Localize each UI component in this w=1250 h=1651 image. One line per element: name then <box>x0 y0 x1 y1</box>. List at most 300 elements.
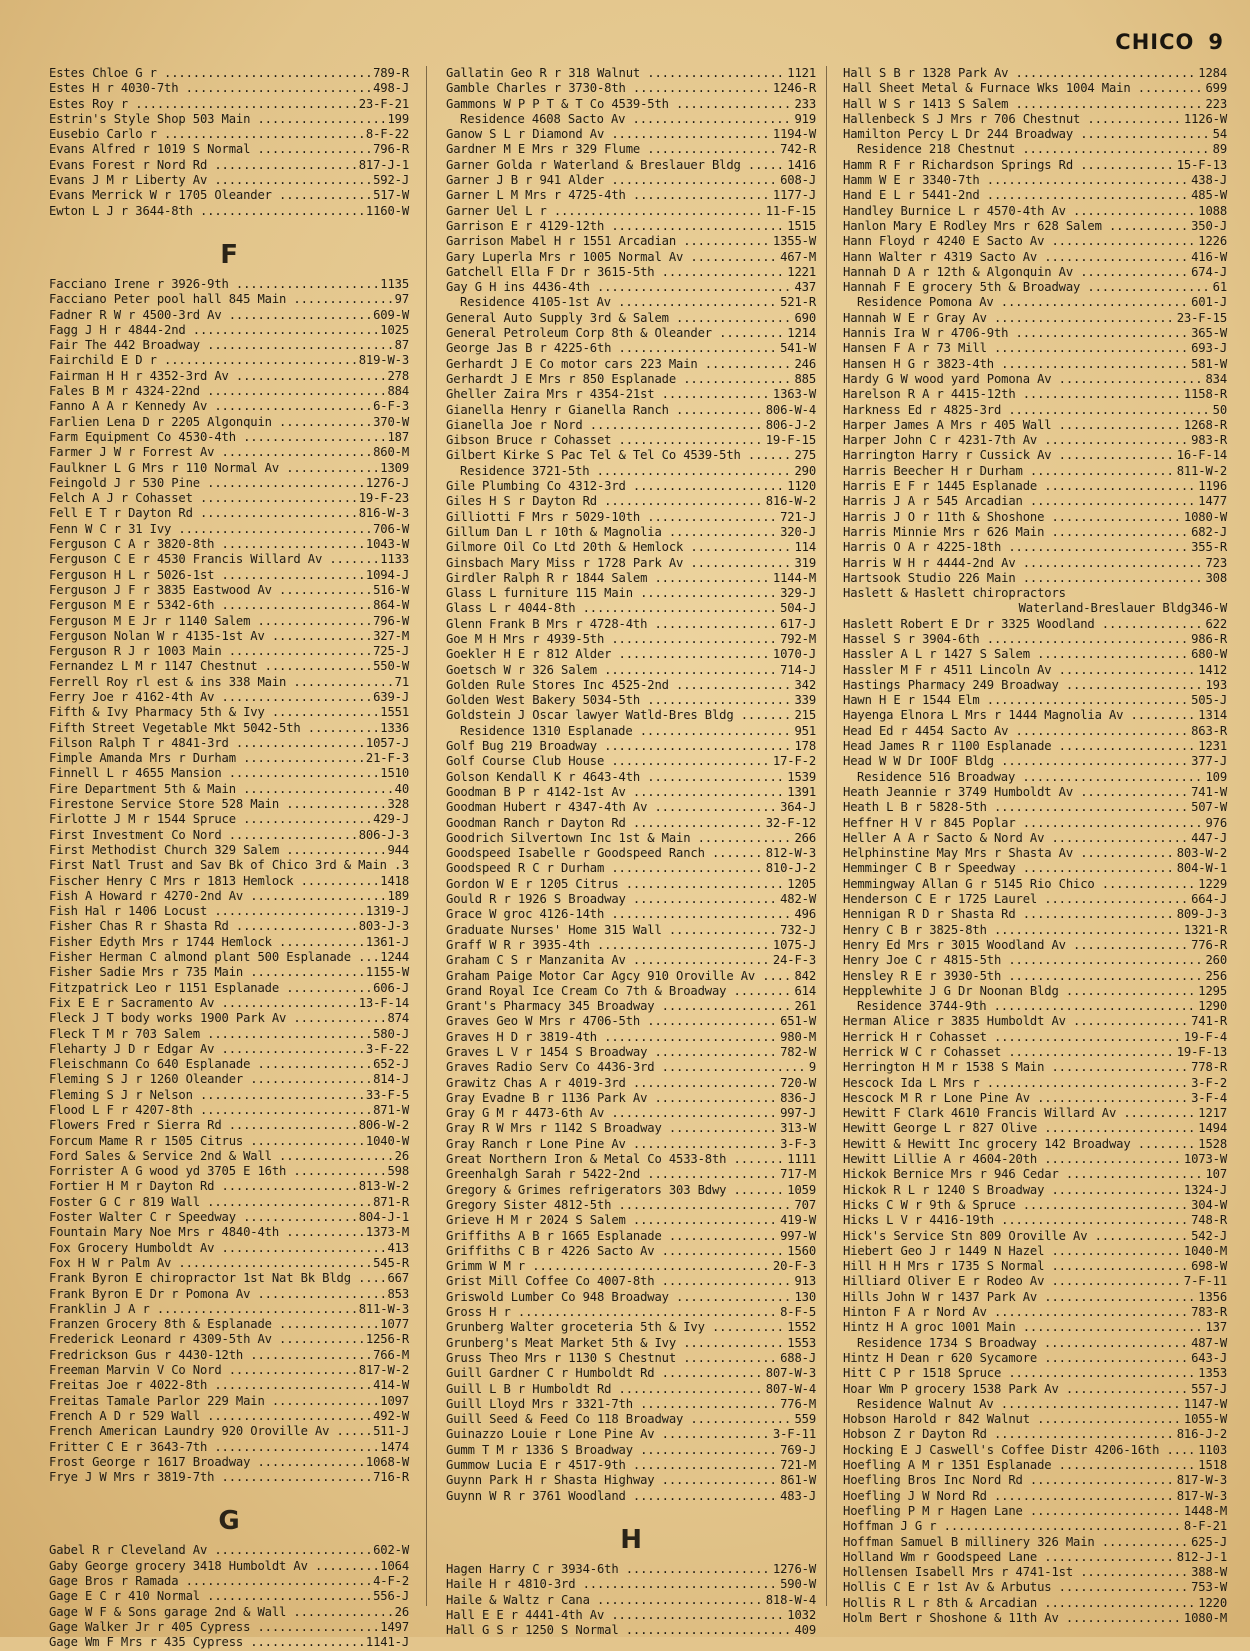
listing-row <box>446 142 816 157</box>
directory-column-2 <box>446 66 816 1638</box>
listing-row <box>446 1562 816 1577</box>
phone-number: 590-W <box>780 1577 816 1592</box>
phone-number: 1515 <box>787 218 816 233</box>
phone-number: 807-W-3 <box>765 1366 816 1381</box>
listing-name: Evans Forest r Nord Rd ..... <box>49 158 357 173</box>
listing-row <box>843 693 1227 708</box>
listing-name: Ferguson M E r 5342-6th ..... <box>49 598 371 613</box>
phone-number: 199 <box>387 111 409 126</box>
phone-number: 580-J <box>373 1026 409 1041</box>
listing-name: Forcum Mame R r 1505 Citrus ..... <box>49 1134 364 1149</box>
listing-row <box>446 112 816 127</box>
phone-number: 447-J <box>1191 830 1227 845</box>
listing-name: Grand Royal Ice Cream Co 7th & Broadway ..... <box>446 984 792 999</box>
listing-row <box>446 188 816 203</box>
listing-name: Guinazzo Louie r Lone Pine Av ..... <box>446 1427 771 1442</box>
phone-number: 1194-W <box>772 127 816 142</box>
listing-row <box>843 448 1227 463</box>
listing-row <box>843 158 1227 173</box>
phone-number: 816-W-3 <box>358 506 409 521</box>
listing-row <box>49 889 409 904</box>
phone-number: 370-W <box>373 414 409 429</box>
listing-name: Hoefling A M r 1351 Esplanade ..... <box>843 1458 1196 1473</box>
listing-name: Garner Golda r Waterland & Breslauer Bldg ..... <box>446 158 785 173</box>
listing-row <box>446 586 816 601</box>
listing-row <box>49 1635 409 1650</box>
listing-row <box>843 1489 1227 1504</box>
listing-name: First Investment Co Nord ..... <box>49 828 357 843</box>
listing-name: Gary Luperla Mrs r 1005 Normal Av ..... <box>446 250 778 265</box>
listing-name: Fales B M r 4324-22nd ..... <box>49 384 385 399</box>
listing-row <box>49 384 409 399</box>
listing-name: Garner Uel L r ..... <box>446 204 764 219</box>
phone-number: 1412 <box>1198 662 1227 677</box>
phone-number: 1518 <box>1198 1458 1227 1473</box>
listing-row <box>446 1593 816 1608</box>
listing-row <box>49 461 409 476</box>
listing-name: Gabel R r Cleveland Av ..... <box>49 1543 371 1558</box>
page-header <box>1115 30 1224 54</box>
phone-number: 1353 <box>1198 1366 1227 1381</box>
listing-name: Fish A Howard r 4270-2nd Av ..... <box>49 889 385 904</box>
phone-number: 625-J <box>1191 1534 1227 1549</box>
listing-name: Hescock Ida L Mrs r ..... <box>843 1076 1189 1091</box>
listing-row <box>49 1088 409 1103</box>
phone-number: 1276-J <box>365 475 409 490</box>
listing-row <box>49 445 409 460</box>
phone-number: 811-W-3 <box>358 1301 409 1316</box>
phone-number: 986-R <box>1191 631 1227 646</box>
listing-row <box>49 736 409 751</box>
listing-name: Gregory & Grimes refrigerators 303 Bdwy ..... <box>446 1183 785 1198</box>
listing-name: Grace W groc 4126-14th ..... <box>446 907 792 922</box>
phone-number: 1177-J <box>772 188 816 203</box>
listing-name: Greenhalgh Sarah r 5422-2nd ..... <box>446 1167 778 1182</box>
listing-row <box>843 1397 1227 1412</box>
listing-row <box>49 1210 409 1225</box>
listing-name: Gilliotti F Mrs r 5029-10th ..... <box>446 510 778 525</box>
phone-number: 1560 <box>787 1243 816 1258</box>
listing-row <box>49 904 409 919</box>
listing-row <box>49 1149 409 1164</box>
listing-row <box>446 1060 816 1075</box>
listing-row <box>49 965 409 980</box>
listing-name: Hannis Ira W r 4706-9th ..... <box>843 326 1189 341</box>
listing-name: Waterland-Breslauer Bldg <box>1018 601 1192 616</box>
listing-name: Residence 4608 Sacto Av ..... <box>446 112 792 127</box>
listing-row <box>49 1348 409 1363</box>
listing-row <box>49 996 409 1011</box>
phone-number: 601-J <box>1191 295 1227 310</box>
listing-name: Glenn Frank B Mrs r 4728-4th ..... <box>446 617 778 632</box>
listing-name: Fadner R W r 4500-3rd Av ..... <box>49 308 371 323</box>
listing-name: Fisher Sadie Mrs r 735 Main ..... <box>49 965 364 980</box>
listing-row <box>446 938 816 953</box>
listing-row <box>446 1183 816 1198</box>
listing-name: Harris O A r 4225-18th ..... <box>843 540 1189 555</box>
listing-name: Hintz H A groc 1001 Main ..... <box>843 1320 1203 1335</box>
phone-number: 688-J <box>780 1350 816 1365</box>
listing-row <box>49 644 409 659</box>
listing-row <box>49 1574 409 1589</box>
listing-name: Finnell L r 4655 Mansion ..... <box>49 766 378 781</box>
phone-number: 485-W <box>1191 188 1227 203</box>
listing-name: Ferguson C A r 3820-8th ..... <box>49 537 364 552</box>
listing-row <box>49 399 409 414</box>
listing-row <box>843 112 1227 127</box>
city-name: CHICO <box>1115 30 1195 54</box>
listing-row <box>446 969 816 984</box>
listing-row <box>843 1351 1227 1366</box>
listing-name: Hewitt George L r 827 Olive ..... <box>843 1121 1196 1136</box>
listing-row <box>49 935 409 950</box>
phone-number: 71 <box>394 674 409 689</box>
phone-number: 1391 <box>787 784 816 799</box>
listing-name: Hollensen Isabell Mrs r 4741-1st ..... <box>843 1565 1189 1580</box>
listing-row <box>843 724 1227 739</box>
listing-row <box>446 1443 816 1458</box>
listing-row <box>49 292 409 307</box>
listing-name: Gerhardt J E Co motor cars 223 Main ..... <box>446 357 792 372</box>
listing-row <box>843 1060 1227 1075</box>
phone-number: 608-J <box>780 173 816 188</box>
listing-row <box>843 142 1227 157</box>
phone-number: 664-J <box>1191 892 1227 907</box>
phone-number: 748-R <box>1191 1213 1227 1228</box>
listing-name: Hawn H E r 1544 Elm ..... <box>843 693 1189 708</box>
phone-number: 792-M <box>780 631 816 646</box>
listing-row <box>843 1565 1227 1580</box>
phone-number: 1539 <box>787 769 816 784</box>
listing-name: Fleming S J r Nelson ..... <box>49 1088 364 1103</box>
phone-number: 1070-J <box>772 647 816 662</box>
phone-number: 1040-W <box>365 1133 409 1148</box>
listing-name: Glass L furniture 115 Main ..... <box>446 586 778 601</box>
listing-row <box>446 984 816 999</box>
listing-name: Head W W Dr IOOF Bldg ..... <box>843 754 1189 769</box>
listing-name: George Jas B r 4225-6th ..... <box>446 341 778 356</box>
listing-row <box>843 1305 1227 1320</box>
listing-name: Harper John C r 4231-7th Av ..... <box>843 433 1189 448</box>
phone-number: 313-W <box>780 1121 816 1136</box>
listing-row <box>446 173 816 188</box>
phone-number: 853 <box>387 1286 409 1301</box>
listing-row <box>49 1072 409 1087</box>
listing-row <box>49 659 409 674</box>
listing-row <box>49 323 409 338</box>
phone-number: 812-W-3 <box>765 846 816 861</box>
phone-number: 4-F-2 <box>373 1574 409 1589</box>
listing-row <box>49 812 409 827</box>
listing-name: Hicks C W r 9th & Spruce ..... <box>843 1198 1189 1213</box>
listing-name: Hiebert Geo J r 1449 N Hazel ..... <box>843 1244 1182 1259</box>
listing-name: Goodman Ranch r Dayton Rd ..... <box>446 816 764 831</box>
listing-name: Graves H D r 3819-4th ..... <box>446 1030 778 1045</box>
listing-name: Graves Geo W Mrs r 4706-5th ..... <box>446 1014 778 1029</box>
phone-number: 919 <box>794 111 816 126</box>
phone-number: 1276-W <box>772 1561 816 1576</box>
listing-name: Gregory Sister 4812-5th ..... <box>446 1198 792 1213</box>
phone-number: 492-W <box>373 1408 409 1423</box>
listing-row <box>843 617 1227 632</box>
phone-number: 834 <box>1205 371 1227 386</box>
phone-number: 3 <box>401 858 409 873</box>
phone-number: 1217 <box>1198 1106 1227 1121</box>
phone-number: 278 <box>387 368 409 383</box>
listing-row <box>843 953 1227 968</box>
listing-row <box>446 999 816 1014</box>
listing-name: Hartsook Studio 226 Main ..... <box>843 571 1203 586</box>
listing-row <box>49 1424 409 1439</box>
phone-number: 976 <box>1205 815 1227 830</box>
listing-name: Golden West Bakery 5034-5th ..... <box>446 693 792 708</box>
phone-number: 419-W <box>780 1213 816 1228</box>
listing-row <box>446 1167 816 1182</box>
phone-number: 1356 <box>1198 1289 1227 1304</box>
listing-row <box>49 522 409 537</box>
phone-number: 308 <box>1205 570 1227 585</box>
listing-row <box>446 1121 816 1136</box>
phone-number: 860-M <box>373 445 409 460</box>
phone-number: 721-M <box>780 1458 816 1473</box>
listing-row <box>446 280 816 295</box>
listing-row <box>843 1030 1227 1045</box>
listing-row <box>843 66 1227 81</box>
listing-row <box>843 341 1227 356</box>
listing-name: Fell E T r Dayton Rd ..... <box>49 506 357 521</box>
listing-name: Great Northern Iron & Metal Co 4533-8th ..... <box>446 1152 785 1167</box>
listing-name: Golf Bug 219 Broadway ..... <box>446 739 792 754</box>
phone-number: 319 <box>794 555 816 570</box>
phone-number: 871-W <box>373 1103 409 1117</box>
phone-number: 698-W <box>1191 1259 1227 1274</box>
listing-row <box>843 556 1227 571</box>
listing-name: Freitas Joe r 4022-8th ..... <box>49 1378 371 1393</box>
listing-name: Evans J M r Liberty Av ..... <box>49 173 371 188</box>
phone-number: 1120 <box>787 479 816 494</box>
listing-row <box>446 1290 816 1305</box>
phone-number: 328 <box>387 797 409 812</box>
listing-name: Graham C S r Manzanita Av ..... <box>446 953 771 968</box>
listing-row <box>49 97 409 112</box>
listing-row <box>843 1183 1227 1198</box>
listing-row <box>49 690 409 705</box>
listing-row <box>843 892 1227 907</box>
listing-name: Frank Byron E Dr r Pomona Av ..... <box>49 1287 385 1302</box>
listing-row <box>49 981 409 996</box>
listing-row <box>49 369 409 384</box>
listing-name: Gruss Theo Mrs r 1130 S Chestnut ..... <box>446 1351 778 1366</box>
listing-row <box>843 663 1227 678</box>
listing-row <box>843 754 1227 769</box>
phone-number: 246 <box>794 356 816 371</box>
phone-number: 699 <box>1205 81 1227 96</box>
phone-number: 261 <box>794 999 816 1014</box>
listing-row <box>446 1152 816 1167</box>
phone-number: 17-F-2 <box>772 754 816 769</box>
listing-row <box>843 311 1227 326</box>
phone-number: 622 <box>1205 616 1227 631</box>
listing-row <box>446 494 816 509</box>
phone-number: 1196 <box>1198 479 1227 494</box>
listing-name: Feingold J r 530 Pine ..... <box>49 476 364 491</box>
listing-row <box>843 1535 1227 1550</box>
listing-row <box>446 800 816 815</box>
listing-name: Heffner H V r 845 Poplar ..... <box>843 816 1203 831</box>
phone-number: 592-J <box>373 173 409 188</box>
listing-name: Hall E E r 4441-4th Av ..... <box>446 1608 785 1623</box>
listing-name: Grawitz Chas A r 4019-3rd ..... <box>446 1076 778 1091</box>
listing-row <box>843 234 1227 249</box>
phone-number: 1155-W <box>365 965 409 980</box>
listing-row <box>446 1623 816 1638</box>
listing-name: Hewitt Lillie A r 4604-20th ..... <box>843 1152 1182 1167</box>
listing-row <box>49 1302 409 1317</box>
phone-number: 1220 <box>1198 1595 1227 1610</box>
phone-number: 1064 <box>380 1558 409 1573</box>
phone-number: 806-J-3 <box>358 827 409 842</box>
listing-row <box>843 1259 1227 1274</box>
phone-number: 1040-M <box>1183 1243 1227 1258</box>
listing-name: Frye J W Mrs r 3819-7th ..... <box>49 1470 371 1485</box>
phone-number: 97 <box>394 292 409 307</box>
phone-number: 796-R <box>373 142 409 157</box>
phone-number: 1080-M <box>1183 1610 1227 1625</box>
listing-name: Gage Walker Jr r 405 Cypress ..... <box>49 1620 378 1635</box>
listing-name: General Petroleum Corp 8th & Oleander ..... <box>446 326 785 341</box>
listing-row <box>843 464 1227 479</box>
listing-name: Gianella Henry r Gianella Ranch ..... <box>446 403 764 418</box>
listing-name: Fairchild E D r ..... <box>49 353 357 368</box>
listing-name: Evans Alfred r 1019 S Normal ..... <box>49 142 371 157</box>
listing-name: Harris Beecher H r Durham ..... <box>843 464 1175 479</box>
phone-number: 178 <box>794 739 816 754</box>
listing-row <box>843 632 1227 647</box>
listing-row <box>446 693 816 708</box>
listing-row <box>49 1179 409 1194</box>
phone-number: 842 <box>794 968 816 983</box>
phone-number: 817-W-3 <box>1176 1488 1227 1503</box>
listing-name: Hollis R L r 8th & Arcadian ..... <box>843 1596 1196 1611</box>
listing-name: Foster Walter C r Speedway ..... <box>49 1210 357 1225</box>
phone-number: 1528 <box>1198 1136 1227 1151</box>
phone-number: 1075-J <box>772 937 816 952</box>
listing-row <box>843 1473 1227 1488</box>
listing-name: Golson Kendall K r 4643-4th ..... <box>446 770 785 785</box>
phone-number: 606-J <box>373 980 409 995</box>
phone-number: 1553 <box>787 1335 816 1350</box>
listing-row <box>446 66 816 81</box>
listing-row <box>49 142 409 157</box>
phone-number: 720-W <box>780 1075 816 1090</box>
listing-row <box>446 448 816 463</box>
listing-name: Fernandez L M r 1147 Chestnut ..... <box>49 659 371 674</box>
listing-name: Gage Wm F Mrs r 435 Cypress ..... <box>49 1635 364 1650</box>
listing-name: Ferguson Nolan W r 4135-1st Av ..... <box>49 629 371 644</box>
phone-number: 1244 <box>380 950 409 965</box>
listing-name: Graff W R r 3935-4th ..... <box>446 938 771 953</box>
listing-row <box>843 739 1227 754</box>
listing-name: Gilmore Oil Co Ltd 20th & Hemlock ..... <box>446 540 792 555</box>
phone-number: 1103 <box>1198 1442 1227 1457</box>
listing-name: Guynn Park H r Shasta Highway ..... <box>446 1473 778 1488</box>
listing-name: Griffiths A B r 1665 Esplanade ..... <box>446 1229 778 1244</box>
phone-number: 467-M <box>780 249 816 264</box>
listing-name: Hassler M F r 4511 Lincoln Av ..... <box>843 663 1196 678</box>
listing-name: Hardy G W wood yard Pomona Av ..... <box>843 372 1203 387</box>
phone-number: 742-R <box>780 142 816 157</box>
listing-name: Hill H H Mrs r 1735 S Normal ..... <box>843 1259 1189 1274</box>
listing-name: Hall G S r 1250 S Normal ..... <box>446 1623 792 1638</box>
listing-row <box>843 1519 1227 1534</box>
listing-row <box>446 1577 816 1592</box>
phone-number: 682-J <box>1191 524 1227 539</box>
listing-row <box>446 785 816 800</box>
listing-row <box>446 250 816 265</box>
phone-number: 1231 <box>1198 739 1227 754</box>
listing-name: Graves L V r 1454 S Broadway ..... <box>446 1045 778 1060</box>
listing-row <box>49 1225 409 1240</box>
phone-number: 1314 <box>1198 708 1227 723</box>
listing-row <box>446 1259 816 1274</box>
phone-number: 1477 <box>1198 494 1227 509</box>
phone-number: 483-J <box>780 1488 816 1503</box>
listing-row <box>843 785 1227 800</box>
phone-number: 416-W <box>1191 249 1227 264</box>
listing-name: Hannah D A r 12th & Algonquin Av ..... <box>843 265 1189 280</box>
listing-name: Fleck T M r 703 Salem ..... <box>49 1027 371 1042</box>
listing-row <box>49 1057 409 1072</box>
phone-number: 8-F-22 <box>365 127 409 142</box>
listing-name: Firlotte J M r 1544 Spruce ..... <box>49 812 371 827</box>
listing-row <box>49 1011 409 1026</box>
listing-name: First Methodist Church 329 Salem ..... <box>49 843 385 858</box>
phone-number: 1474 <box>380 1439 409 1454</box>
listing-name: Gage Bros r Ramada ..... <box>49 1574 371 1589</box>
phone-number: 776-M <box>780 1396 816 1411</box>
phone-number: 707 <box>794 1197 816 1212</box>
listing-row <box>446 1351 816 1366</box>
phone-number: 1295 <box>1198 983 1227 998</box>
listing-row <box>843 219 1227 234</box>
listing-name: Ewton L J r 3644-8th ..... <box>49 204 364 219</box>
phone-number: 3-F-4 <box>1191 1090 1227 1105</box>
listing-row <box>49 675 409 690</box>
listing-name: Residence 1310 Esplanade ..... <box>446 724 792 739</box>
listing-row <box>446 1030 816 1045</box>
listing-name: Hansen F A r 73 Mill ..... <box>843 341 1189 356</box>
listing-name: Gray G M r 4473-6th Av ..... <box>446 1106 778 1121</box>
listing-name: Harelson R A r 4415-12th ..... <box>843 387 1182 402</box>
phone-number: 913 <box>794 1274 816 1289</box>
listing-name: Hoffman Samuel B millinery 326 Main ..... <box>843 1535 1189 1550</box>
phone-number: 19-F-4 <box>1183 1029 1227 1044</box>
phone-number: 559 <box>794 1412 816 1427</box>
phone-number: 26 <box>394 1148 409 1163</box>
listing-row <box>446 295 816 310</box>
listing-name: Farmer J W r Forrest Av ..... <box>49 445 371 460</box>
phone-number: 804-W-1 <box>1176 861 1227 876</box>
listing-name: Fortier H M r Dayton Rd ..... <box>49 1179 357 1194</box>
listing-name: Gillum Dan L r 10th & Magnolia ..... <box>446 525 778 540</box>
listing-name: Ferrell Roy rl est & ins 338 Main ..... <box>49 675 393 690</box>
phone-number: 997-W <box>780 1228 816 1243</box>
listing-name: Gray Ranch r Lone Pine Av ..... <box>446 1137 778 1152</box>
listing-row <box>446 1244 816 1259</box>
listing-name: Hall Sheet Metal & Furnace Wks 1004 Main ..... <box>843 81 1203 96</box>
listing-name: Gammons W P P T & T Co 4539-5th ..... <box>446 97 792 112</box>
phone-number: 723 <box>1205 555 1227 570</box>
